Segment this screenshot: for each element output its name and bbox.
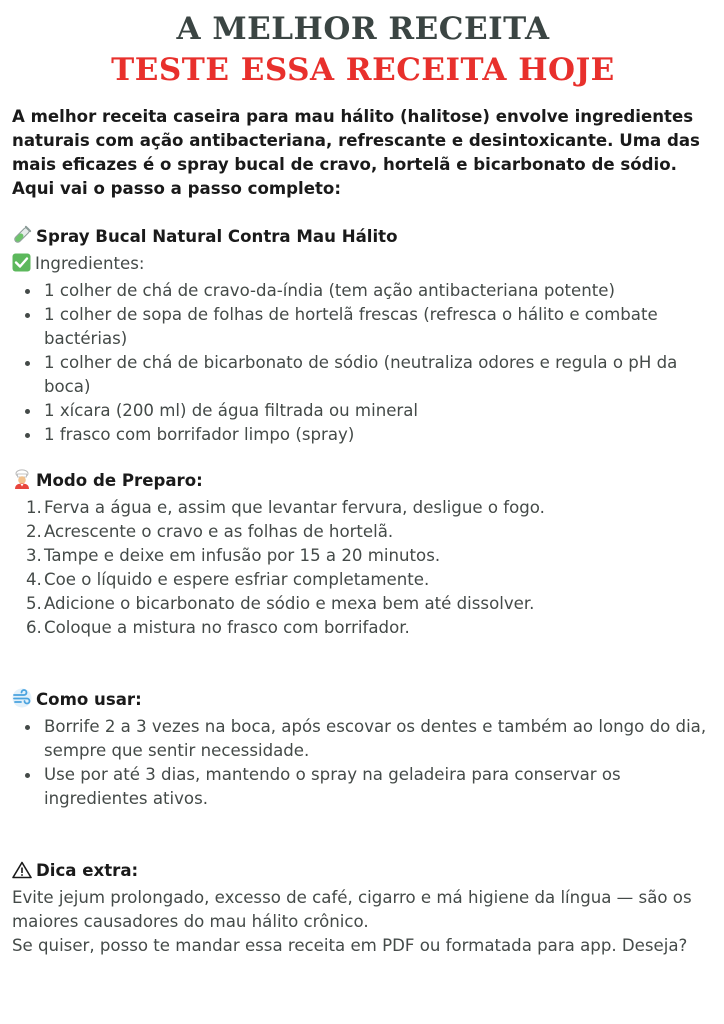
step-text: Tampe e deixe em infusão por 15 a 20 minutos. <box>44 546 441 565</box>
preparo-heading <box>12 469 714 496</box>
spray-title: Spray Bucal Natural Contra Mau Hálito <box>36 227 398 246</box>
step-number: 3. <box>26 546 42 565</box>
list-item: 1 colher de chá de cravo-da-índia (tem ação antibacteriana potente) <box>12 279 714 303</box>
intro-paragraph: A melhor receita caseira para mau hálito (halitose) envolve ingredientes naturais com ação antibacteriana, refrescante e desintoxicante. Uma das mais eficazes é o spray bucal de cravo, hortelã e bicarbonato de sódio. Aqui vai o passo a passo completo: <box>12 107 700 198</box>
list-item: 1 colher de chá de bicarbonato de sódio (neutraliza odores e regula o pH da boca) <box>12 351 714 399</box>
check-box-icon <box>12 253 31 279</box>
step-text: Coloque a mistura no frasco com borrifador. <box>44 618 410 637</box>
list-item: 1 frasco com borrifador limpo (spray) <box>12 423 714 447</box>
list-item <box>12 592 714 616</box>
dica-heading <box>12 859 714 886</box>
step-number: 6. <box>26 618 42 637</box>
list-item: 1 colher de sopa de folhas de hortelã frescas (refresca o hálito e combate bactérias) <box>12 303 714 351</box>
list-item <box>12 568 714 592</box>
step-text: Ferva a água e, assim que levantar fervura, desligue o fogo. <box>44 498 545 517</box>
preparo-title: Modo de Preparo: <box>36 471 203 490</box>
step-number: 1. <box>26 498 42 517</box>
chef-icon <box>12 469 32 496</box>
list-item <box>12 496 714 520</box>
ingredients-heading <box>12 252 714 279</box>
step-number: 2. <box>26 522 42 541</box>
list-item <box>12 616 714 640</box>
list-item: Use por até 3 dias, mantendo o spray na geladeira para conservar os ingredientes ativos. <box>12 763 714 811</box>
dica-text: Evite jejum prolongado, excesso de café, cigarro e má higiene da língua — são os maiores causadores do mau hálito crônico. <box>12 888 692 931</box>
list-item <box>12 520 714 544</box>
ingredients-list <box>12 279 714 447</box>
test-tube-icon <box>12 225 32 252</box>
dica-section <box>12 859 714 958</box>
step-number: 5. <box>26 594 42 613</box>
step-text: Coe o líquido e espere esfriar completamente. <box>44 570 430 589</box>
offer-text: Se quiser, posso te mandar essa receita em PDF ou formatada para app. Deseja? <box>12 936 688 955</box>
uso-list <box>12 715 714 811</box>
preparo-section <box>12 469 714 640</box>
step-number: 4. <box>26 570 42 589</box>
step-text: Acrescente o cravo e as folhas de hortelã. <box>44 522 394 541</box>
step-text: Adicione o bicarbonato de sódio e mexa bem até dissolver. <box>44 594 535 613</box>
list-item <box>12 544 714 568</box>
spray-section <box>12 225 714 447</box>
warning-icon <box>12 861 32 886</box>
ingredients-label: Ingredientes: <box>35 254 145 273</box>
list-item: 1 xícara (200 ml) de água filtrada ou mineral <box>12 399 714 423</box>
uso-title: Como usar: <box>36 690 142 709</box>
page-title: A MELHOR RECEITA <box>176 11 550 47</box>
wind-icon <box>12 688 32 715</box>
uso-section <box>12 688 714 811</box>
steps-list <box>12 496 714 640</box>
uso-heading <box>12 688 714 715</box>
page-subtitle: TESTE ESSA RECEITA HOJE <box>111 52 615 88</box>
list-item: Borrife 2 a 3 vezes na boca, após escovar os dentes e também ao longo do dia, sempre que sentir necessidade. <box>12 715 714 763</box>
dica-title: Dica extra: <box>36 861 139 880</box>
spray-heading <box>12 225 714 252</box>
